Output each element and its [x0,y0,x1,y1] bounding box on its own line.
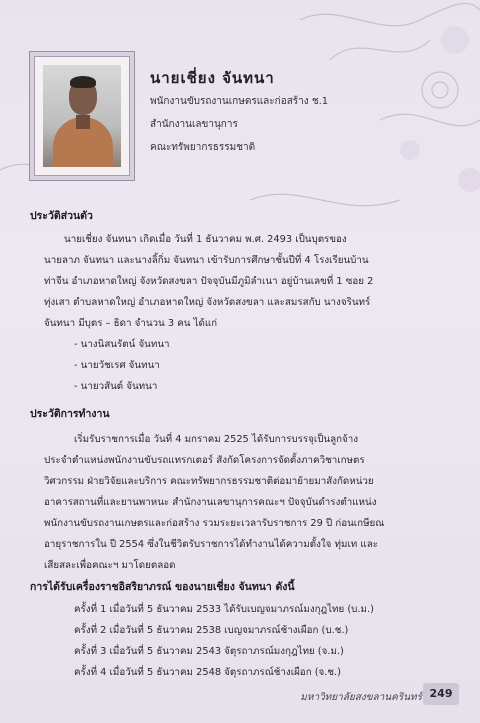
paragraph-line: เสียสละเพื่อคณะฯ มาโดยตลอด [44,560,176,571]
paragraph-line: พนักงานขับรถงานเกษตรและก่อสร้าง รวมระยะเวลารับราชการ 29 ปี ก่อนเกษียณ [44,518,385,529]
honor-item: ครั้งที่ 3 เมื่อวันที่ 5 ธันวาคม 2543 จัตุรถาภรณ์มงกุฎไทย (จ.ม.) [74,646,344,657]
page-number: 249 [423,683,459,705]
section-title-honors: การได้รับเครื่องราชอิสริยาภรณ์ ของนายเชี่ยง จันทนา ดังนี้ [30,581,295,593]
portrait-photo [43,65,121,167]
role-line: สำนักงานเลขานุการ [150,119,238,130]
portrait-frame [34,56,130,176]
paragraph-line: ประจำตำแหน่งพนักงานขับรถแทรกเตอร์ สังกัดโครงการจัดตั้งภาควิชาเกษตร [44,455,365,466]
paragraph-line: ทุ่งเสา ตำบลหาดใหญ่ อำเภอหาดใหญ่ จังหวัดสงขลา และสมรสกับ นางจรินทร์ [44,297,371,308]
honor-item: ครั้งที่ 2 เมื่อวันที่ 5 ธันวาคม 2538 เบญจมาภรณ์ช้างเผือก (บ.ช.) [74,625,349,636]
honor-item: ครั้งที่ 1 เมื่อวันที่ 5 ธันวาคม 2533 ได้รับเบญจมาภรณ์มงกุฎไทย (บ.ม.) [74,604,374,615]
section-title-work: ประวัติการทำงาน [30,408,110,420]
person-name: นายเชี่ยง จันทนา [150,69,275,87]
role-line: พนักงานขับรถงานเกษตรและก่อสร้าง ช.1 [150,96,329,107]
child-item: - นายวสันต์ จันทนา [74,381,158,392]
role-line: คณะทรัพยากรธรรมชาติ [150,142,256,153]
paragraph-line: จันทนา มีบุตร – ธิดา จำนวน 3 คน ได้แก่ [44,318,218,329]
paragraph-line: อาคารสถานที่และยานพาหนะ สำนักงานเลขานุการคณะฯ ปัจจุบันดำรงตำแหน่ง [44,497,377,508]
child-item: - นายวัชเรศ จันทนา [74,360,160,371]
paragraph-line: เริ่มรับราชการเมื่อ วันที่ 4 มกราคม 2525 ได้รับการบรรจุเป็นลูกจ้าง [74,434,359,445]
publisher-name: มหาวิทยาลัยสงขลานครินทร์ [300,692,422,703]
paragraph-line: ท่าจีน อำเภอหาดใหญ่ จังหวัดสงขลา ปัจจุบันมีภูมิลำเนา อยู่บ้านเลขที่ 1 ซอย 2 [44,276,374,287]
section-title-personal: ประวัติส่วนตัว [30,210,93,222]
child-item: - นางนิสนรัตน์ จันทนา [74,339,170,350]
paragraph-line: นายเชี่ยง จันทนา เกิดเมื่อ วันที่ 1 ธันวาคม พ.ศ. 2493 เป็นบุตรของ [64,234,347,245]
honor-item: ครั้งที่ 4 เมื่อวันที่ 5 ธันวาคม 2548 จัตุรถาภรณ์ช้างเผือก (จ.ช.) [74,667,341,678]
paragraph-line: อายุราชการใน ปี 2554 ซึ่งในชีวิตรับราชการได้ทำงานได้ความตั้งใจ ทุ่มเท และ [44,539,378,550]
paragraph-line: วิศวกรรม ฝ่ายวิจัยและบริการ คณะทรัพยากรธรรมชาติต่อมาย้ายมาสังกัดหน่วย [44,476,374,487]
paragraph-line: นายลาภ จันทนา และนางลิ้กิ่ม จันทนา เข้ารับการศึกษาชั้นปีที่ 4 โรงเรียนบ้าน [44,255,369,266]
